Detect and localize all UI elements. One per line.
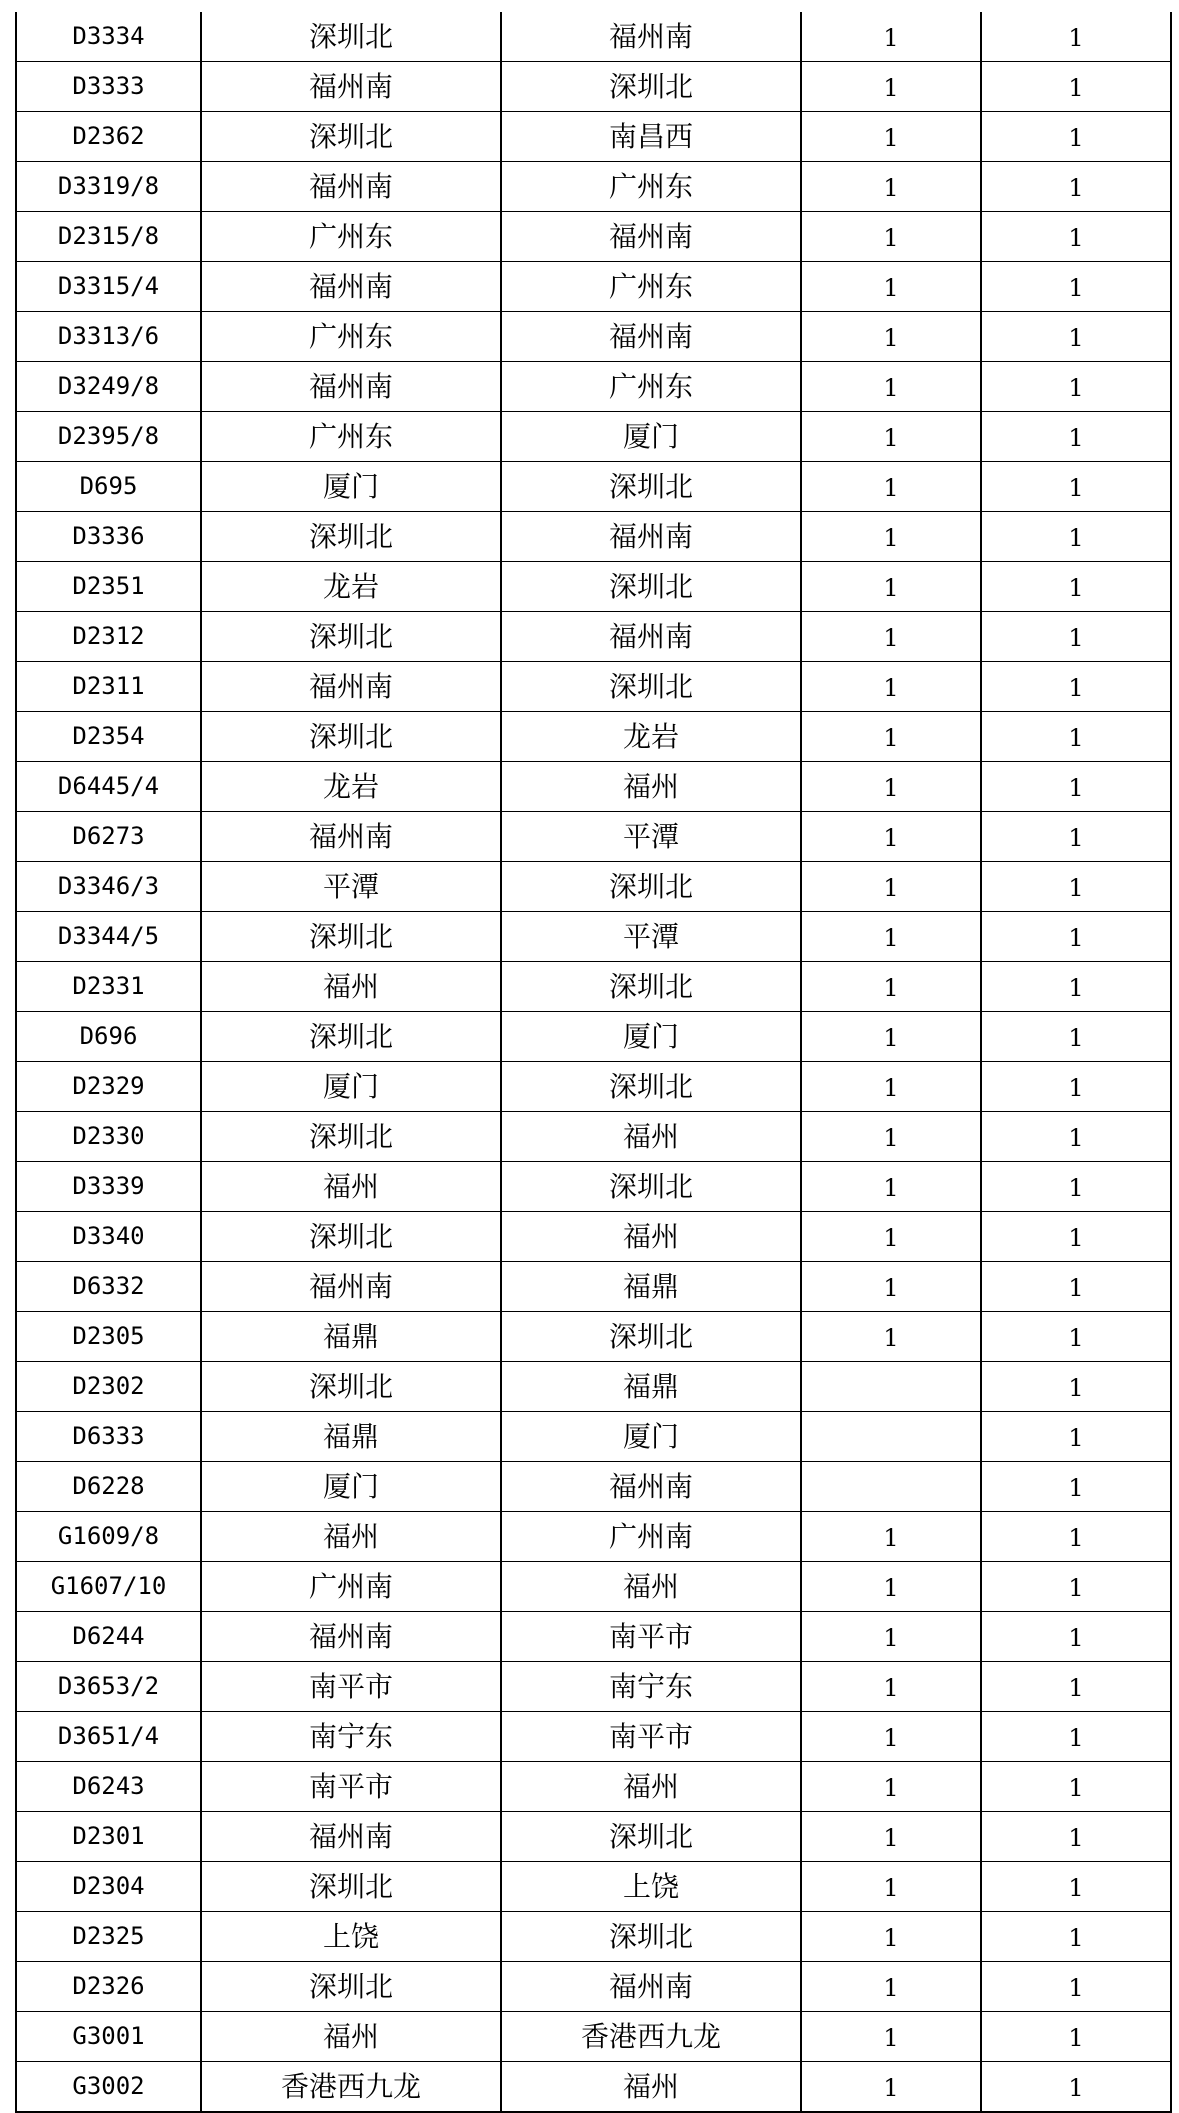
arrival-station-cell: 平潭 <box>501 912 801 962</box>
departure-station-cell: 深圳北 <box>201 512 501 562</box>
train-number-cell: D6332 <box>16 1262 201 1312</box>
table-row <box>16 162 1171 212</box>
count-cell-b: 1 <box>981 1312 1171 1362</box>
table-row <box>16 962 1171 1012</box>
arrival-station-cell: 平潭 <box>501 812 801 862</box>
arrival-station-cell: 广州东 <box>501 262 801 312</box>
arrival-station-cell: 福州南 <box>501 12 801 62</box>
train-number-cell: D3653/2 <box>16 1662 201 1712</box>
departure-station-cell: 深圳北 <box>201 1012 501 1062</box>
count-cell-b: 1 <box>981 312 1171 362</box>
train-number-cell: D2325 <box>16 1912 201 1962</box>
departure-station-cell: 福州 <box>201 1512 501 1562</box>
departure-station-cell: 福州 <box>201 2012 501 2062</box>
departure-station-cell: 龙岩 <box>201 762 501 812</box>
count-cell-a: 1 <box>801 112 981 162</box>
train-number-cell: D2329 <box>16 1062 201 1112</box>
count-cell-a: 1 <box>801 1012 981 1062</box>
count-cell-b: 1 <box>981 412 1171 462</box>
departure-station-cell: 深圳北 <box>201 612 501 662</box>
arrival-station-cell: 深圳北 <box>501 962 801 1012</box>
train-schedule-table <box>15 12 1172 2113</box>
count-cell-b: 1 <box>981 1862 1171 1912</box>
table-row <box>16 1712 1171 1762</box>
count-cell-b: 1 <box>981 262 1171 312</box>
arrival-station-cell: 厦门 <box>501 412 801 462</box>
count-cell-a: 1 <box>801 762 981 812</box>
count-cell-b: 1 <box>981 162 1171 212</box>
table-row <box>16 1962 1171 2012</box>
table-row <box>16 1762 1171 1812</box>
count-cell-b: 1 <box>981 1012 1171 1062</box>
arrival-station-cell: 广州东 <box>501 162 801 212</box>
train-number-cell: D695 <box>16 462 201 512</box>
departure-station-cell: 厦门 <box>201 1062 501 1112</box>
count-cell-b: 1 <box>981 1262 1171 1312</box>
train-number-cell: D2305 <box>16 1312 201 1362</box>
table-row <box>16 562 1171 612</box>
table-row <box>16 112 1171 162</box>
departure-station-cell: 深圳北 <box>201 1962 501 2012</box>
departure-station-cell: 平潭 <box>201 862 501 912</box>
table-row <box>16 362 1171 412</box>
departure-station-cell: 福州 <box>201 962 501 1012</box>
train-number-cell: D6333 <box>16 1412 201 1462</box>
departure-station-cell: 龙岩 <box>201 562 501 612</box>
count-cell-b: 1 <box>981 2062 1171 2113</box>
count-cell-a: 1 <box>801 1612 981 1662</box>
arrival-station-cell: 广州南 <box>501 1512 801 1562</box>
arrival-station-cell: 深圳北 <box>501 662 801 712</box>
count-cell-b: 1 <box>981 1062 1171 1112</box>
train-number-cell: D6273 <box>16 812 201 862</box>
count-cell-a: 1 <box>801 12 981 62</box>
count-cell-b: 1 <box>981 1712 1171 1762</box>
departure-station-cell: 深圳北 <box>201 112 501 162</box>
arrival-station-cell: 深圳北 <box>501 62 801 112</box>
arrival-station-cell: 福州南 <box>501 1962 801 2012</box>
departure-station-cell: 深圳北 <box>201 1112 501 1162</box>
table-body <box>16 12 1171 2112</box>
count-cell-a: 1 <box>801 962 981 1012</box>
departure-station-cell: 福州南 <box>201 162 501 212</box>
arrival-station-cell: 福州南 <box>501 512 801 562</box>
departure-station-cell: 深圳北 <box>201 1362 501 1412</box>
arrival-station-cell: 深圳北 <box>501 1812 801 1862</box>
count-cell-a: 1 <box>801 1762 981 1812</box>
arrival-station-cell: 深圳北 <box>501 862 801 912</box>
departure-station-cell: 福州南 <box>201 1812 501 1862</box>
train-number-cell: D2304 <box>16 1862 201 1912</box>
departure-station-cell: 福州南 <box>201 62 501 112</box>
count-cell-b: 1 <box>981 912 1171 962</box>
arrival-station-cell: 福州 <box>501 1112 801 1162</box>
arrival-station-cell: 福鼎 <box>501 1262 801 1312</box>
table-row <box>16 1012 1171 1062</box>
arrival-station-cell: 深圳北 <box>501 1312 801 1362</box>
table-row <box>16 1362 1171 1412</box>
count-cell-b: 1 <box>981 1362 1171 1412</box>
count-cell-a: 1 <box>801 662 981 712</box>
table-row <box>16 62 1171 112</box>
table-row <box>16 1212 1171 1262</box>
table-row <box>16 2012 1171 2062</box>
count-cell-b: 1 <box>981 512 1171 562</box>
arrival-station-cell: 深圳北 <box>501 1912 801 1962</box>
train-number-cell: D3313/6 <box>16 312 201 362</box>
count-cell-b: 1 <box>981 2012 1171 2062</box>
arrival-station-cell: 深圳北 <box>501 462 801 512</box>
train-number-cell: D2312 <box>16 612 201 662</box>
train-number-cell: D2311 <box>16 662 201 712</box>
count-cell-a <box>801 1462 981 1512</box>
table-row <box>16 1562 1171 1612</box>
arrival-station-cell: 龙岩 <box>501 712 801 762</box>
count-cell-a: 1 <box>801 62 981 112</box>
count-cell-b: 1 <box>981 1562 1171 1612</box>
count-cell-a: 1 <box>801 2012 981 2062</box>
count-cell-a: 1 <box>801 262 981 312</box>
train-number-cell: D3315/4 <box>16 262 201 312</box>
count-cell-b: 1 <box>981 612 1171 662</box>
count-cell-b: 1 <box>981 1812 1171 1862</box>
table-row <box>16 462 1171 512</box>
departure-station-cell: 广州东 <box>201 312 501 362</box>
count-cell-a: 1 <box>801 1912 981 1962</box>
train-number-cell: D2395/8 <box>16 412 201 462</box>
table-row <box>16 2062 1171 2113</box>
arrival-station-cell: 南昌西 <box>501 112 801 162</box>
train-number-cell: D6445/4 <box>16 762 201 812</box>
table-row <box>16 1462 1171 1512</box>
departure-station-cell: 广州南 <box>201 1562 501 1612</box>
count-cell-a: 1 <box>801 512 981 562</box>
count-cell-a <box>801 1362 981 1412</box>
table-row <box>16 762 1171 812</box>
count-cell-a: 1 <box>801 1062 981 1112</box>
table-row <box>16 12 1171 62</box>
count-cell-a: 1 <box>801 412 981 462</box>
departure-station-cell: 广州东 <box>201 212 501 262</box>
count-cell-b: 1 <box>981 12 1171 62</box>
train-number-cell: D2354 <box>16 712 201 762</box>
count-cell-a: 1 <box>801 462 981 512</box>
arrival-station-cell: 福州 <box>501 1212 801 1262</box>
count-cell-a: 1 <box>801 312 981 362</box>
count-cell-a: 1 <box>801 362 981 412</box>
table-row <box>16 1262 1171 1312</box>
train-number-cell: D3336 <box>16 512 201 562</box>
train-number-cell: D3340 <box>16 1212 201 1262</box>
train-number-cell: D2330 <box>16 1112 201 1162</box>
train-number-cell: G1607/10 <box>16 1562 201 1612</box>
count-cell-a: 1 <box>801 1862 981 1912</box>
table-row <box>16 1412 1171 1462</box>
count-cell-b: 1 <box>981 1662 1171 1712</box>
count-cell-b: 1 <box>981 762 1171 812</box>
train-number-cell: D3339 <box>16 1162 201 1212</box>
count-cell-a: 1 <box>801 862 981 912</box>
arrival-station-cell: 南平市 <box>501 1612 801 1662</box>
count-cell-b: 1 <box>981 62 1171 112</box>
departure-station-cell: 深圳北 <box>201 1862 501 1912</box>
count-cell-a: 1 <box>801 1512 981 1562</box>
count-cell-a: 1 <box>801 162 981 212</box>
count-cell-b: 1 <box>981 962 1171 1012</box>
count-cell-b: 1 <box>981 212 1171 262</box>
table-row <box>16 1112 1171 1162</box>
table-row <box>16 1862 1171 1912</box>
departure-station-cell: 福州南 <box>201 262 501 312</box>
arrival-station-cell: 福州 <box>501 1762 801 1812</box>
arrival-station-cell: 福州南 <box>501 312 801 362</box>
table-row <box>16 262 1171 312</box>
train-number-cell: D6243 <box>16 1762 201 1812</box>
table-row <box>16 712 1171 762</box>
departure-station-cell: 深圳北 <box>201 912 501 962</box>
table-row <box>16 1312 1171 1362</box>
departure-station-cell: 福州南 <box>201 812 501 862</box>
departure-station-cell: 深圳北 <box>201 712 501 762</box>
train-number-cell: D3334 <box>16 12 201 62</box>
count-cell-a: 1 <box>801 712 981 762</box>
count-cell-b: 1 <box>981 712 1171 762</box>
departure-station-cell: 厦门 <box>201 1462 501 1512</box>
train-number-cell: G3002 <box>16 2062 201 2113</box>
table-row <box>16 1612 1171 1662</box>
arrival-station-cell: 广州东 <box>501 362 801 412</box>
table-row <box>16 412 1171 462</box>
arrival-station-cell: 南平市 <box>501 1712 801 1762</box>
count-cell-a: 1 <box>801 912 981 962</box>
count-cell-a: 1 <box>801 812 981 862</box>
departure-station-cell: 福鼎 <box>201 1312 501 1362</box>
arrival-station-cell: 厦门 <box>501 1412 801 1462</box>
arrival-station-cell: 厦门 <box>501 1012 801 1062</box>
departure-station-cell: 福州 <box>201 1162 501 1212</box>
count-cell-a: 1 <box>801 1112 981 1162</box>
arrival-station-cell: 香港西九龙 <box>501 2012 801 2062</box>
departure-station-cell: 南平市 <box>201 1762 501 1812</box>
count-cell-a: 1 <box>801 2062 981 2113</box>
table-row <box>16 862 1171 912</box>
train-number-cell: D6244 <box>16 1612 201 1662</box>
arrival-station-cell: 福州 <box>501 2062 801 2113</box>
train-number-cell: D3249/8 <box>16 362 201 412</box>
departure-station-cell: 南平市 <box>201 1662 501 1712</box>
train-number-cell: G3001 <box>16 2012 201 2062</box>
count-cell-a: 1 <box>801 1662 981 1712</box>
arrival-station-cell: 福州南 <box>501 1462 801 1512</box>
table-row <box>16 1662 1171 1712</box>
count-cell-b: 1 <box>981 662 1171 712</box>
train-number-cell: G1609/8 <box>16 1512 201 1562</box>
count-cell-a: 1 <box>801 1962 981 2012</box>
table-row <box>16 812 1171 862</box>
table-row <box>16 662 1171 712</box>
arrival-station-cell: 深圳北 <box>501 1062 801 1112</box>
train-number-cell: D2351 <box>16 562 201 612</box>
count-cell-b: 1 <box>981 812 1171 862</box>
departure-station-cell: 福鼎 <box>201 1412 501 1462</box>
departure-station-cell: 南宁东 <box>201 1712 501 1762</box>
count-cell-b: 1 <box>981 562 1171 612</box>
count-cell-a: 1 <box>801 1312 981 1362</box>
table-row <box>16 512 1171 562</box>
count-cell-b: 1 <box>981 112 1171 162</box>
departure-station-cell: 香港西九龙 <box>201 2062 501 2113</box>
train-number-cell: D3651/4 <box>16 1712 201 1762</box>
count-cell-b: 1 <box>981 1462 1171 1512</box>
count-cell-b: 1 <box>981 1512 1171 1562</box>
count-cell-a: 1 <box>801 1812 981 1862</box>
arrival-station-cell: 深圳北 <box>501 562 801 612</box>
train-number-cell: D2301 <box>16 1812 201 1862</box>
table-row <box>16 1162 1171 1212</box>
count-cell-b: 1 <box>981 1612 1171 1662</box>
departure-station-cell: 上饶 <box>201 1912 501 1962</box>
train-number-cell: D3344/5 <box>16 912 201 962</box>
train-number-cell: D2331 <box>16 962 201 1012</box>
arrival-station-cell: 福州南 <box>501 612 801 662</box>
count-cell-a: 1 <box>801 562 981 612</box>
train-number-cell: D3319/8 <box>16 162 201 212</box>
departure-station-cell: 福州南 <box>201 662 501 712</box>
count-cell-a: 1 <box>801 1162 981 1212</box>
table-row <box>16 212 1171 262</box>
table-row <box>16 912 1171 962</box>
count-cell-b: 1 <box>981 1412 1171 1462</box>
departure-station-cell: 福州南 <box>201 362 501 412</box>
train-number-cell: D2315/8 <box>16 212 201 262</box>
count-cell-a: 1 <box>801 1212 981 1262</box>
arrival-station-cell: 福州 <box>501 762 801 812</box>
train-number-cell: D3346/3 <box>16 862 201 912</box>
count-cell-b: 1 <box>981 1212 1171 1262</box>
count-cell-b: 1 <box>981 862 1171 912</box>
arrival-station-cell: 上饶 <box>501 1862 801 1912</box>
table-row <box>16 1062 1171 1112</box>
departure-station-cell: 深圳北 <box>201 1212 501 1262</box>
arrival-station-cell: 福州南 <box>501 212 801 262</box>
arrival-station-cell: 深圳北 <box>501 1162 801 1212</box>
count-cell-a: 1 <box>801 612 981 662</box>
count-cell-b: 1 <box>981 362 1171 412</box>
table-row <box>16 1512 1171 1562</box>
train-number-cell: D6228 <box>16 1462 201 1512</box>
count-cell-b: 1 <box>981 1162 1171 1212</box>
table-row <box>16 1912 1171 1962</box>
departure-station-cell: 福州南 <box>201 1612 501 1662</box>
count-cell-a <box>801 1412 981 1462</box>
count-cell-b: 1 <box>981 1912 1171 1962</box>
table-row <box>16 612 1171 662</box>
departure-station-cell: 福州南 <box>201 1262 501 1312</box>
count-cell-b: 1 <box>981 1762 1171 1812</box>
departure-station-cell: 广州东 <box>201 412 501 462</box>
table-row <box>16 1812 1171 1862</box>
departure-station-cell: 厦门 <box>201 462 501 512</box>
count-cell-a: 1 <box>801 212 981 262</box>
count-cell-b: 1 <box>981 1112 1171 1162</box>
count-cell-b: 1 <box>981 462 1171 512</box>
count-cell-b: 1 <box>981 1962 1171 2012</box>
departure-station-cell: 深圳北 <box>201 12 501 62</box>
train-number-cell: D2302 <box>16 1362 201 1412</box>
arrival-station-cell: 福州 <box>501 1562 801 1612</box>
count-cell-a: 1 <box>801 1712 981 1762</box>
train-number-cell: D2326 <box>16 1962 201 2012</box>
table-row <box>16 312 1171 362</box>
train-number-cell: D3333 <box>16 62 201 112</box>
count-cell-a: 1 <box>801 1262 981 1312</box>
arrival-station-cell: 福鼎 <box>501 1362 801 1412</box>
train-number-cell: D696 <box>16 1012 201 1062</box>
arrival-station-cell: 南宁东 <box>501 1662 801 1712</box>
count-cell-a: 1 <box>801 1562 981 1612</box>
train-number-cell: D2362 <box>16 112 201 162</box>
